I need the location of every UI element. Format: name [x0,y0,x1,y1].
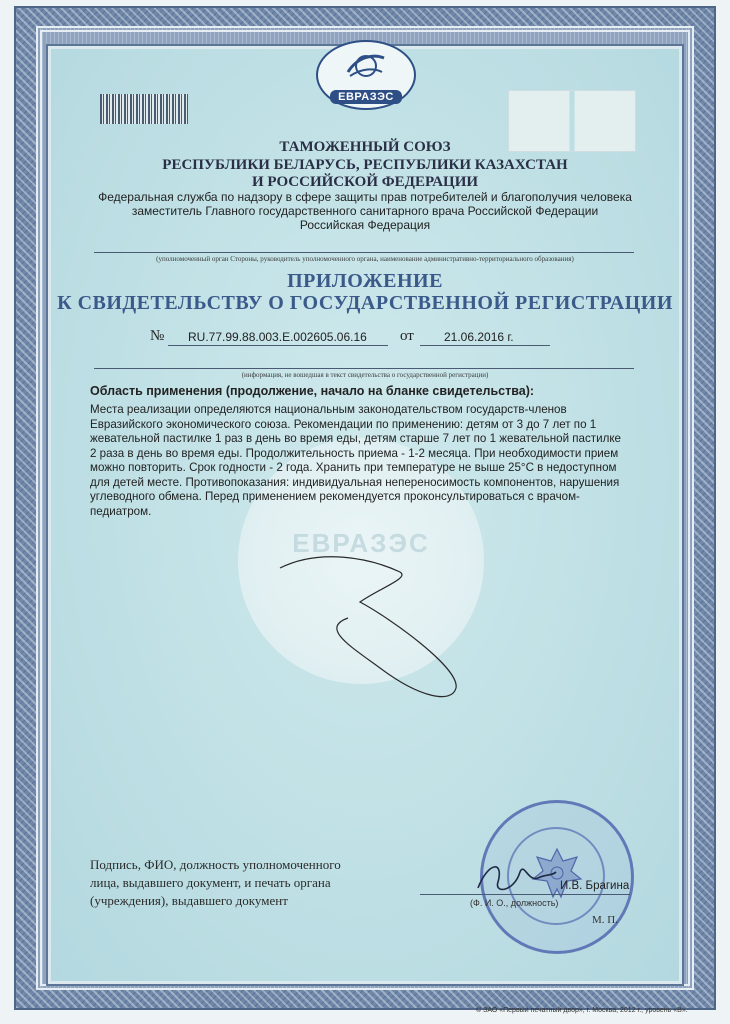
info-caption: (информация, не вошедшая в текст свидетельства о государственной регистрации) [241,371,489,379]
number-label: № [150,328,165,344]
body-line: Места реализации определяются национальным законодательством государств-членов [90,403,567,416]
stamp-place-label: М. П. [592,914,618,926]
security-barcode [100,94,188,124]
divider [94,252,634,253]
signature-requirements-label [90,856,410,910]
agency-line-2: заместитель Главного государственного санитарного врача Российской Федерации [131,204,599,218]
header-line-3: И РОССИЙСКОЙ ФЕДЕРАЦИИ [251,174,479,190]
pen-signature [260,548,480,708]
evrazes-logo [316,40,416,110]
divider [94,368,634,369]
body-line: жевательной пастилке 1 раз в день во время еды, детям старше 7 лет по 1 жевательной пастилке [90,432,621,445]
body-line: можно повторить. Срок годности - 2 года. Хранить при температуре не выше 25°С в недоступном [90,461,617,474]
header-line-1: ТАМОЖЕННЫЙ СОЮЗ [279,139,451,155]
body-line: 2 раза в день во время еды. Продолжительность приема - 1-2 месяца. При необходимости прием [90,446,619,460]
body-line: Евразийского экономического союза. Рекомендации по применению: детям от 3 до 7 лет по 1 [90,417,597,431]
date-label: от [400,328,414,344]
number-underline [168,345,388,346]
registration-number: RU.77.99.88.003.E.002605.06.16 [188,330,367,344]
registration-date: 21.06.2016 г. [444,330,514,344]
body-line: углеводного обмена. Перед применением рекомендуется проконсультироваться с врачом- [90,490,580,503]
globe-swoosh-icon [344,50,388,82]
footer-label-line: Подпись, ФИО, должность уполномоченного [90,857,341,872]
footer-label-line: (учреждения), выдавшего документ [90,893,288,908]
logo-text: ЕВРАЗЭС [330,90,402,104]
watermark-text: ЕВРАЗЭС [292,528,430,558]
authority-caption: (уполномоченный орган Стороны, руководитель уполномоченного органа, наименование административно-территориального образования) [156,255,574,263]
date-underline [420,345,550,346]
signature-line [420,894,630,895]
document-title-line-2: К СВИДЕТЕЛЬСТВУ О ГОСУДАРСТВЕННОЙ РЕГИСТРАЦИИ [57,292,673,314]
printer-note: © ЗАО «Первый печатный двор», г. Москва, 2012 г., уровень «В». [476,1007,688,1014]
section-title: Область применения (продолжение, начало на бланке свидетельства): [90,384,535,398]
body-text [90,403,640,519]
agency-line-3: Российская Федерация [299,218,431,232]
signer-name: И.В. Брагина [560,880,630,892]
body-line: педиатром. [90,504,152,518]
header-line-2: РЕСПУБЛИКИ БЕЛАРУСЬ, РЕСПУБЛИКИ КАЗАХСТАН [162,157,568,173]
footer-label-line: лица, выдавшего документ, и печать органа [90,875,331,890]
document-title-line-1: ПРИЛОЖЕНИЕ [287,270,443,292]
agency-line-1: Федеральная служба по надзору в сфере защиты прав потребителей и благополучия человека [98,190,632,204]
body-line: для детей месте. Противопоказания: индивидуальная непереносимость компонентов, нарушения [90,475,620,489]
signer-fio-caption: (Ф. И. О., должность) [470,898,559,908]
